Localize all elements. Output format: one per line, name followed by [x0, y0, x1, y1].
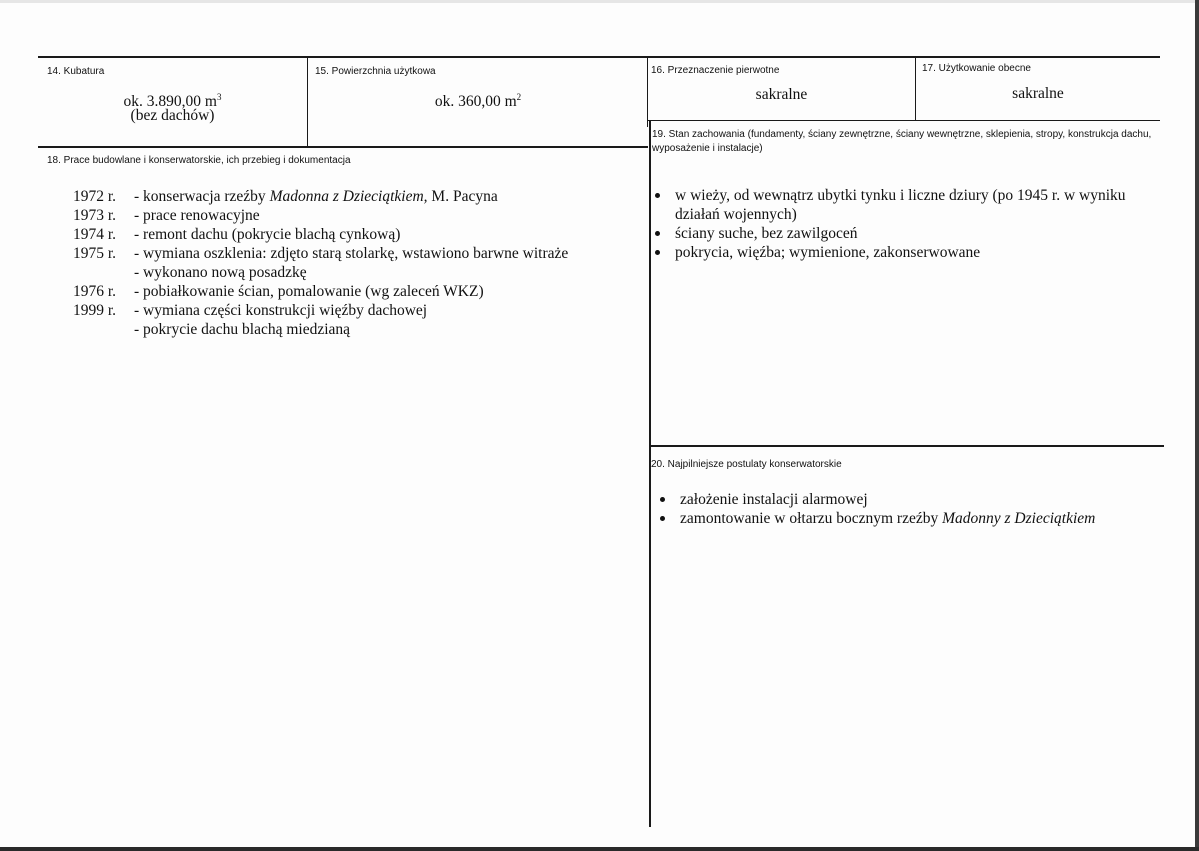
work-year: 1974 r. — [73, 226, 117, 243]
work-year: 1975 r. — [73, 245, 117, 262]
field-14-note: (bez dachów) — [130, 107, 215, 124]
field-15-label: 15. Powierzchnia użytkowa — [315, 66, 436, 77]
work-text-part: M. Pacyna — [427, 188, 498, 205]
work-entry-1975-continued: - wykonano nową posadzkę — [134, 264, 307, 281]
work-text: - wymiana oszklenia: zdjęto starą stolarkę, wstawiono barwne witraże — [134, 245, 569, 262]
work-entry-1972 — [73, 187, 633, 206]
work-entry-1999-continued: - pokrycie dachu blachą miedzianą — [134, 321, 351, 338]
field-16-label: 16. Przeznaczenie pierwotne — [651, 65, 780, 76]
artwork-title: Madonna z Dzieciątkiem, — [269, 188, 428, 205]
area-unit-exponent: 2 — [516, 92, 522, 102]
condition-list — [651, 186, 1151, 262]
top-rule — [38, 56, 1160, 58]
rule-under-14-15 — [38, 146, 648, 148]
field-17-label: 17. Użytkowanie obecne — [922, 63, 1031, 74]
volume-unit-exponent: 3 — [216, 92, 222, 102]
field-14-label: 14. Kubatura — [47, 66, 105, 77]
scan-bottom-edge — [0, 847, 1199, 851]
work-entry-1974 — [73, 225, 633, 244]
condition-item: ściany suche, bez zawilgoceń — [651, 224, 1151, 243]
field-20-label: 20. Najpilniejsze postulaty konserwatorskie — [651, 459, 842, 470]
work-text: - remont dachu (pokrycie blachą cynkową) — [134, 226, 401, 243]
rule-under-16-17 — [648, 120, 1160, 121]
field-16-value: sakralne — [755, 86, 808, 103]
postulate-item: założenie instalacji alarmowej — [656, 490, 1156, 509]
scan-right-edge — [1195, 0, 1199, 851]
condition-item: w wieży, od wewnątrz ubytki tynku i liczne dziury (po 1945 r. w wyniku działań wojennych) — [651, 186, 1151, 224]
work-text: - pobiałkowanie ścian, pomalowanie (wg zaleceń WKZ) — [134, 283, 484, 300]
work-entry-1999 — [73, 301, 633, 320]
works-list — [73, 187, 633, 339]
artwork-title: Madonny z Dzieciątkiem — [942, 510, 1096, 527]
work-year: 1999 r. — [73, 302, 117, 319]
condition-item: pokrycia, więźba; wymienione, zakonserwowane — [651, 243, 1151, 262]
field-15-value — [308, 88, 648, 111]
field-17-value: sakralne — [1012, 85, 1064, 102]
area-value: ok. 360,00 m — [434, 93, 517, 111]
work-entry-1975 — [73, 244, 633, 263]
rule-above-20 — [650, 445, 1164, 447]
postulate-item — [656, 509, 1156, 528]
postulate-text: zamontowanie w ołtarzu bocznym rzeźby — [680, 510, 943, 527]
field-18-label: 18. Prace budowlane i konserwatorskie, ich przebieg i dokumentacja — [47, 155, 351, 166]
work-entry-1976 — [73, 282, 633, 301]
work-text: - wymiana części konstrukcji więźby dachowej — [134, 302, 428, 319]
work-text: - prace renowacyjne — [134, 207, 260, 224]
work-entry-1973 — [73, 206, 633, 225]
work-text — [134, 187, 498, 206]
work-year: 1972 r. — [73, 188, 117, 205]
field-19-label: 19. Stan zachowania (fundamenty, ściany zewnętrzne, ściany wewnętrzne, sklepienia, stropy, konstrukcja dachu, wyposażenie i instalacje) — [652, 129, 1152, 154]
work-text-part: - konserwacja rzeźby — [134, 188, 270, 205]
work-year: 1973 r. — [73, 207, 117, 224]
scan-top-edge — [0, 0, 1199, 3]
work-year: 1976 r. — [73, 283, 117, 300]
postulates-list — [656, 490, 1156, 528]
volume-value: ok. 3.890,00 m — [123, 93, 217, 111]
